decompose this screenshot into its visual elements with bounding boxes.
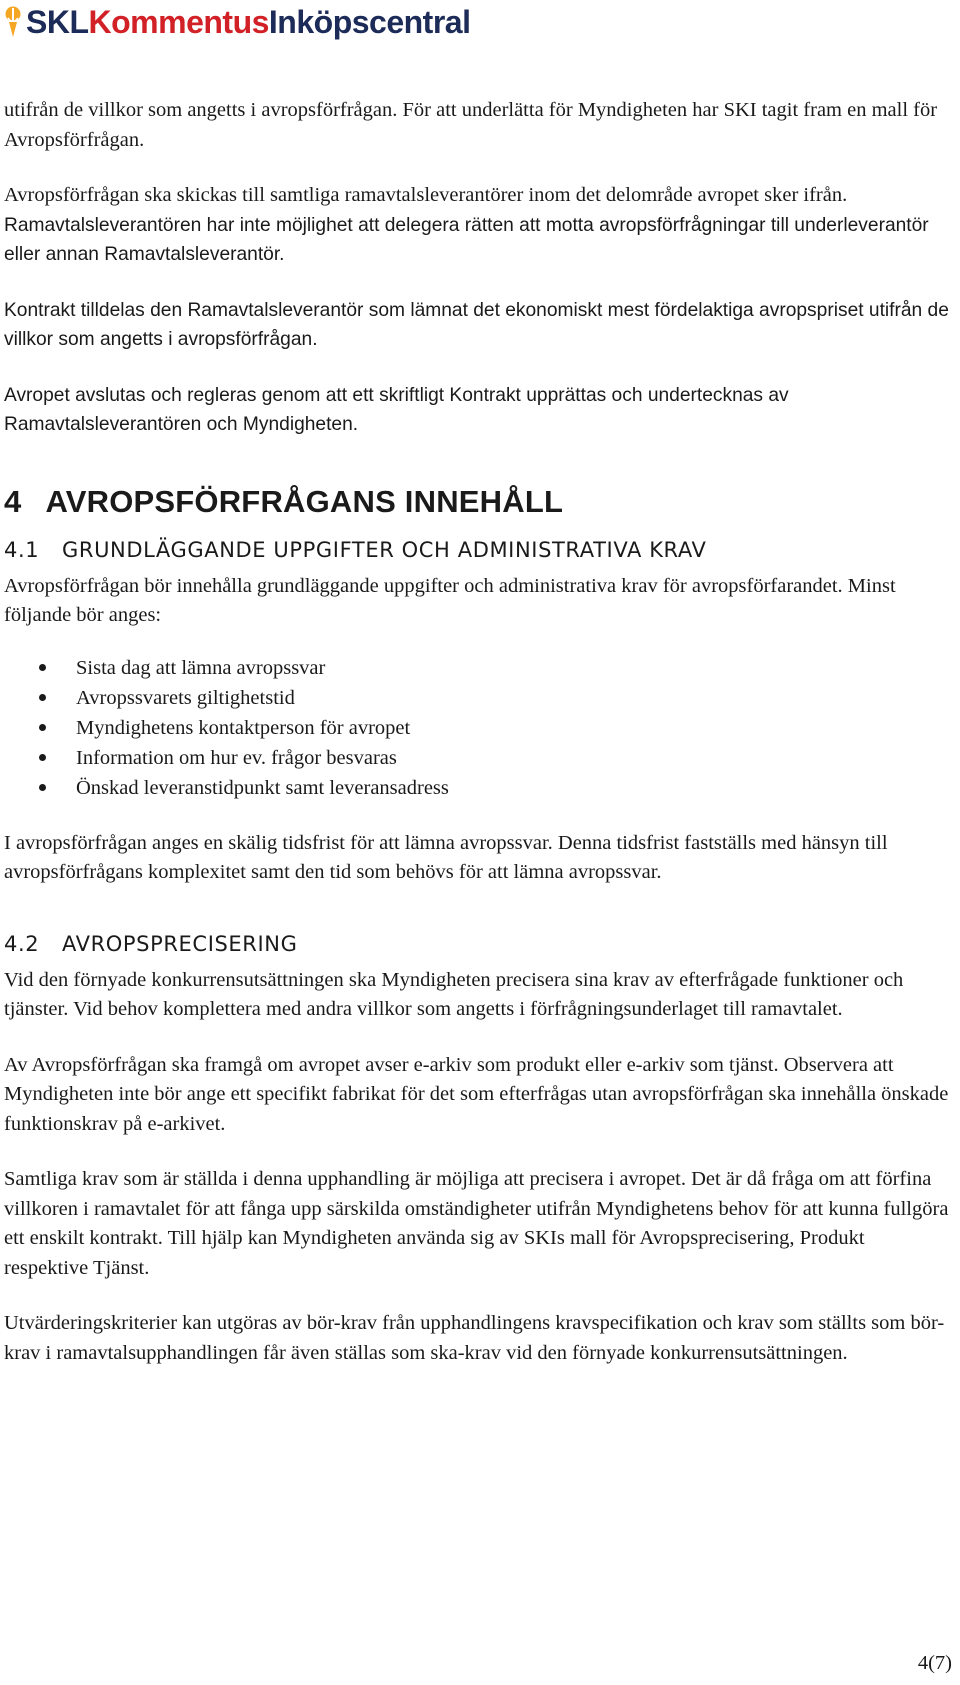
list-item-text: Sista dag att lämna avropssvar (76, 656, 326, 679)
list-item-text: Information om hur ev. frågor besvaras (76, 746, 397, 769)
section-4-2-paragraph: Vid den förnyade konkurrensutsättningen ska Myndigheten precisera sina krav av efterfrågade funktioner och tjänster. Vid behov komplettera med andra villkor som angetts i förfrågningsunderlaget till ramavtalet. (4, 968, 904, 1020)
page-number: 4(7) (917, 1652, 952, 1674)
section-4-number: 4 (4, 483, 22, 519)
paragraph-part-serif: Avropsförfrågan ska skickas till samtliga ramavtalsleverantörer inom det delområde avropet sker ifrån. (4, 184, 848, 206)
section-4-1-heading (4, 538, 952, 562)
list-item (4, 773, 952, 803)
paragraph-kontrakt-tilldelas: Kontrakt tilldelas den Ramavtalsleverantör som lämnat det ekonomiskt mest fördelaktiga avropspriset utifrån de villkor som angetts i avropsförfrågan. (4, 299, 949, 350)
section-4-2-title: AVROPSPRECISERING (62, 931, 298, 956)
logo-wordmark (26, 4, 470, 41)
document-body (4, 96, 952, 1394)
section-4-title: AVROPSFÖRFRÅGANS INNEHÅLL (45, 483, 564, 519)
section-4-2-paragraph: Av Avropsförfrågan ska framgå om avropet avser e-arkiv som produkt eller e-arkiv som tjänst. Observera att Myndigheten inte bör ange ett specifikt fabrikat för det som efterfrågas utan avropsförfrågan ska innehålla önskade funktionskrav på e-arkivet. (4, 1053, 949, 1135)
bullet-icon (39, 784, 46, 791)
logo-kommentus-text: Kommentus (88, 3, 269, 40)
paragraph-intro: utifrån de villkor som angetts i avropsförfrågan. För att underlätta för Myndigheten har SKI tagit fram en mall för Avropsförfrågan. (4, 99, 938, 151)
bullet-icon (39, 754, 46, 761)
logo-figure-icon (2, 5, 24, 39)
list-item (4, 653, 952, 683)
bullet-icon (39, 664, 46, 671)
section-4-1-number: 4.1 (4, 537, 40, 562)
logo-skl-text: SKL (26, 3, 89, 40)
list-item-text: Myndighetens kontaktperson för avropet (76, 716, 411, 739)
bullet-icon (39, 694, 46, 701)
section-4-2-number: 4.2 (4, 931, 40, 956)
logo-inkopscentral-text: Inköpscentral (268, 3, 471, 40)
section-4-1-title: GRUNDLÄGGANDE UPPGIFTER OCH ADMINISTRATIVA KRAV (62, 537, 707, 562)
list-item-text: Avropssvarets giltighetstid (76, 686, 295, 709)
skl-kommentus-logo (2, 2, 470, 42)
bullet-icon (39, 724, 46, 731)
list-item (4, 743, 952, 773)
section-4-1-tidsfrist: I avropsförfrågan anges en skälig tidsfrist för att lämna avropssvar. Denna tidsfrist fastställs med hänsyn till avropsförfrågans komplexitet samt den tid som behövs för att lämna avropssvar. (4, 831, 888, 883)
section-4-2-paragraph: Utvärderingskriterier kan utgöras av bör-krav från upphandlingens kravspecifikation och krav som ställts som bör-krav i ramavtalsupphandlingen får även ställas som ska-krav vid den förnyade konkurrensutsättningen. (4, 1312, 945, 1364)
list-item (4, 713, 952, 743)
requirements-list (4, 653, 952, 803)
section-4-1-intro: Avropsförfrågan bör innehålla grundläggande uppgifter och administrativa krav för avropsförfarandet. Minst följande bör anges: (4, 574, 896, 626)
section-4-heading (4, 484, 952, 520)
paragraph-avropet-avslutas: Avropet avslutas och regleras genom att ett skriftligt Kontrakt upprättas och undertecknas av Ramavtalsleverantören och Myndigheten. (4, 384, 789, 435)
paragraph-avropsforfragan-skickas (4, 181, 952, 270)
list-item-text: Önskad leveranstidpunkt samt leveransadress (76, 776, 449, 799)
paragraph-part-sans: Ramavtalsleverantören har inte möjlighet att delegera rätten att motta avropsförfrågningar till underleverantör eller annan Ramavtalsleverantör. (4, 214, 929, 265)
list-item (4, 683, 952, 713)
section-4-2-heading (4, 932, 952, 956)
section-4-2-paragraph: Samtliga krav som är ställda i denna upphandling är möjliga att precisera i avropet. Det är då fråga om att förfina villkoren i ramavtalet för att fånga upp särskilda omständigheter utifrån Myndighetens behov för att kunna fullgöra ett enskilt kontrakt. Till hjälp kan Myndigheten använda sig av SKIs mall för Avropsprecisering, Produkt respektive Tjänst. (4, 1168, 949, 1279)
